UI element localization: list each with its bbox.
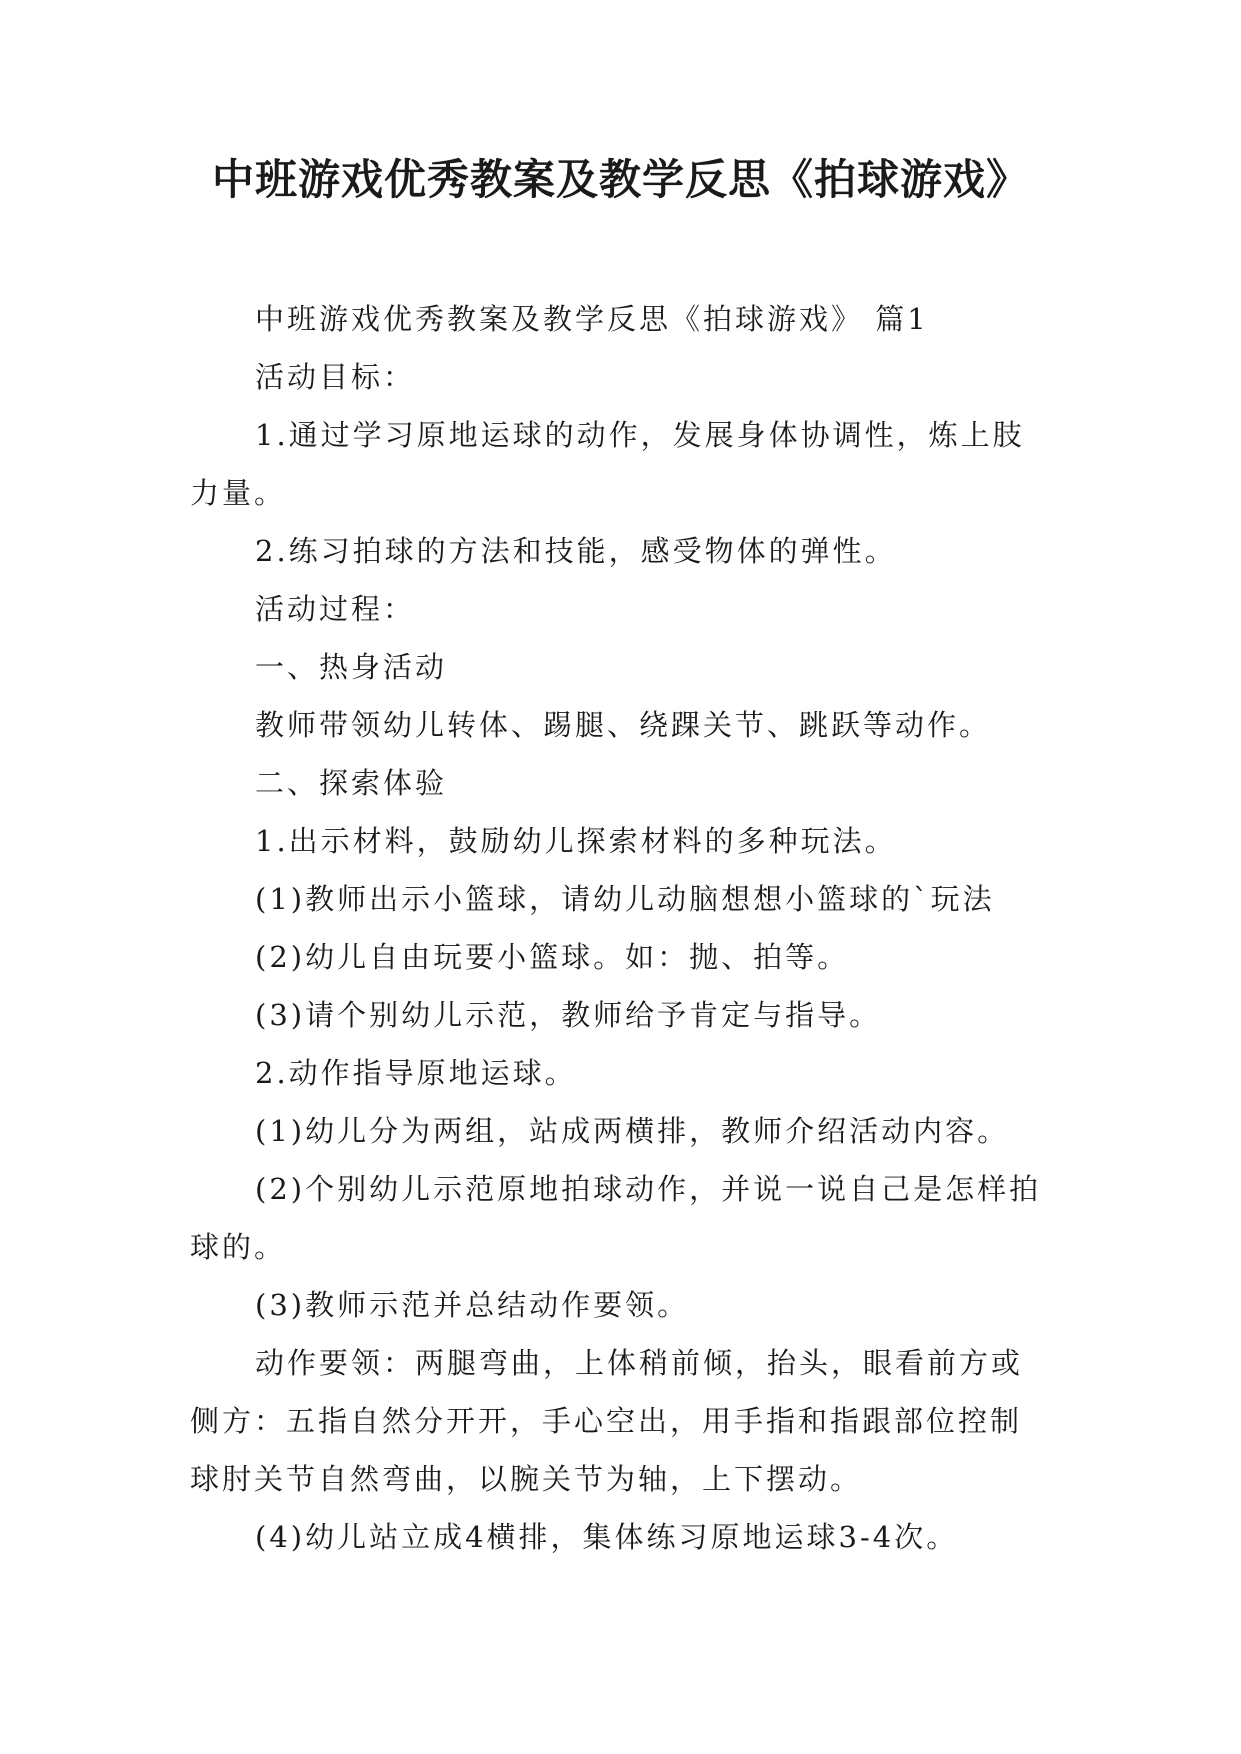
- paragraph: (2)幼儿自由玩要小篮球。如：抛、拍等。: [255, 940, 850, 974]
- paragraph: 1.出示材料，鼓励幼儿探索材料的多种玩法。: [255, 824, 897, 858]
- paragraph: 二、探索体验: [255, 766, 448, 800]
- paragraph: 活动目标：: [255, 360, 416, 394]
- paragraph: 1.通过学习原地运球的动作，发展身体协调性，炼上肢力量。: [190, 418, 1025, 510]
- document-body: [190, 290, 1050, 1566]
- paragraph: (2)个别幼儿示范原地拍球动作，并说一说自己是怎样拍球的。: [190, 1172, 1042, 1264]
- paragraph: (4)幼儿站立成4横排，集体练习原地运球3-4次。: [255, 1520, 959, 1554]
- paragraph: 动作要领：两腿弯曲，上体稍前倾，抬头，眼看前方或侧方：五指自然分开开，手心空出，用手指和指跟部位控制球肘关节自然弯曲，以腕关节为轴，上下摆动。: [190, 1346, 1024, 1496]
- paragraph: 教师带领幼儿转体、踢腿、绕踝关节、跳跃等动作。: [255, 708, 992, 742]
- paragraph: 2.动作指导原地运球。: [255, 1056, 577, 1090]
- document-title: 中班游戏优秀教案及教学反思《拍球游戏》: [211, 155, 1029, 204]
- paragraph: 2.练习拍球的方法和技能，感受物体的弹性。: [255, 534, 897, 568]
- paragraph: 一、热身活动: [255, 650, 448, 684]
- paragraph: (3)请个别幼儿示范，教师给予肯定与指导。: [255, 998, 882, 1032]
- section-heading: 中班游戏优秀教案及教学反思《拍球游戏》 篇1: [255, 302, 929, 336]
- paragraph: 活动过程：: [255, 592, 416, 626]
- paragraph: (3)教师示范并总结动作要领。: [255, 1288, 690, 1322]
- paragraph: (1)幼儿分为两组，站成两横排，教师介绍活动内容。: [255, 1114, 1010, 1148]
- paragraph: (1)教师出示小篮球，请幼儿动脑想想小篮球的`玩法: [255, 882, 995, 916]
